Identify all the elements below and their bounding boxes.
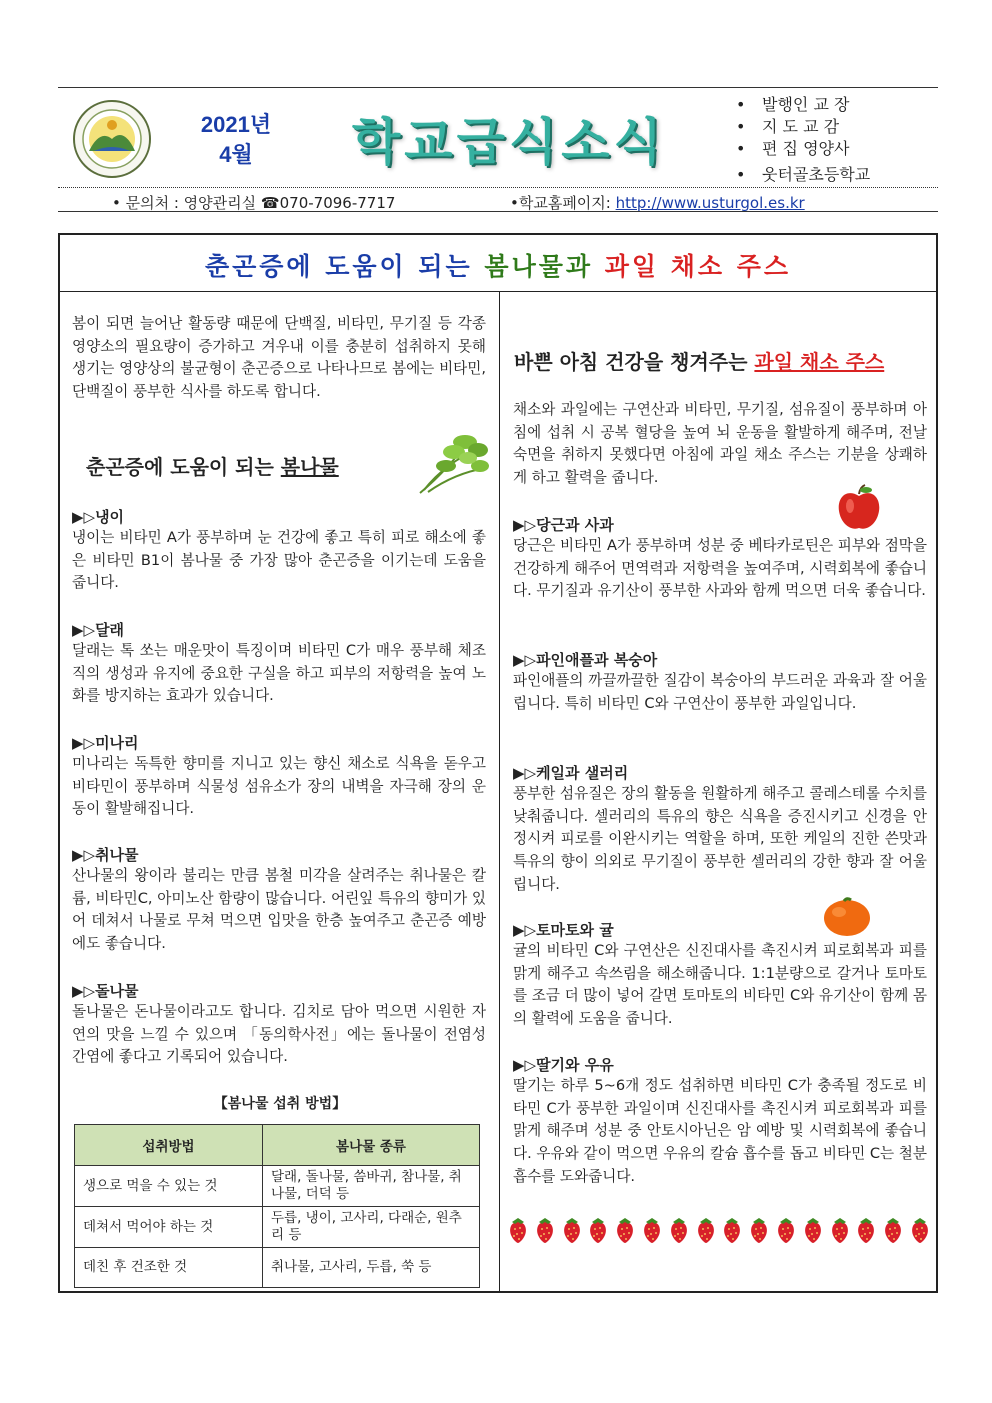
table-cell: 데쳐서 먹어야 하는 것	[75, 1207, 263, 1248]
item-heading: ▶▷달래	[72, 621, 125, 639]
apple-illustration	[836, 484, 882, 532]
item-heading: ▶▷딸기와 우유	[513, 1056, 614, 1074]
item-text: 귤의 비타민 C와 구연산은 신진대사를 촉진시켜 피로회복과 피를 맑게 해주고 속쓰림을 해소해줍니다. 1:1분량으로 갈거나 토마토를 조금 더 많이 넣어 갈면 토마토의 비타민 C와 유기산이 함께 몸의 활력에 도움을 줍니다.	[513, 942, 927, 1028]
item-text: 산나물의 왕이라 불리는 만큼 봄철 미각을 살려주는 취나물은 칼륨, 비타민C, 아미노산 함량이 많습니다. 어린잎 특유의 향미가 있어 데쳐서 나물로 무쳐 먹으면 입맛을 한층 높여주고 춘곤증 예방에도 좋습니다.	[72, 867, 486, 953]
item-text: 미나리는 독특한 향미를 지니고 있는 향신 채소로 식욕을 돋우고 비타민이 풍부하며 식물성 섬유소가 장의 내벽을 자극해 장의 운동이 활발해집니다.	[72, 755, 486, 818]
main-title: 춘곤증에 도움이 되는 봄나물과 과일 채소 주스	[204, 252, 792, 281]
strawberry-icon	[910, 1216, 930, 1244]
strawberry-icon	[669, 1216, 689, 1244]
greens-illustration	[410, 428, 490, 498]
strawberry-icon	[830, 1216, 850, 1244]
item-heading: ▶▷돌나물	[72, 982, 139, 1000]
item-text: 돌나물은 돈나물이라고도 합니다. 김치로 담아 먹으면 시원한 자연의 맛을 느낄 수 있으며 「동의학사전」에는 돌나물이 전염성 간염에 좋다고 기록되어 있습니다.	[72, 1003, 486, 1066]
item-text: 달래는 톡 쏘는 매운맛이 특징이며 비타민 C가 매우 풍부해 체조직의 생성과 유지에 중요한 구실을 하고 피부의 저항력을 높여 노화를 방지하는 효과가 있습니다.	[72, 642, 486, 705]
publisher-line: • 발행인 교 장	[736, 95, 850, 114]
item-heading: ▶▷냉이	[72, 508, 125, 526]
item-heading: ▶▷케일과 샐러리	[513, 764, 629, 782]
school-name: • 웃터골초등학교	[736, 165, 871, 184]
strawberry-icon	[722, 1216, 742, 1244]
left-section-title: 춘곤증에 도움이 되는 봄나물	[86, 455, 339, 479]
strawberry-icon	[776, 1216, 796, 1244]
right-section-title: 바쁜 아침 건강을 챙겨주는 과일 채소 주스	[514, 350, 885, 374]
main-title-bar	[60, 235, 936, 292]
item-heading: ▶▷미나리	[72, 734, 139, 752]
strawberry-border	[508, 1216, 933, 1246]
spring-greens-table	[74, 1124, 480, 1288]
tangerine-illustration	[822, 895, 872, 937]
strawberry-icon	[562, 1216, 582, 1244]
table-cell: 두릅, 냉이, 고사리, 다래순, 원추리 등	[263, 1207, 480, 1248]
strawberry-icon	[696, 1216, 716, 1244]
homepage-link[interactable]: http://www.usturgol.es.kr	[615, 194, 805, 212]
issue-month: 4월	[219, 142, 253, 167]
table-caption: 【봄나물 섭취 방법】	[213, 1096, 347, 1112]
issue-year: 2021년	[200, 112, 272, 137]
right-intro: 채소와 과일에는 구연산과 비타민, 무기질, 섬유질이 풍부하며 아침에 섭취 시 공복 혈당을 높여 뇌 운동을 활발하게 해주며, 전날 숙면을 취하지 못했다면 아침에 과일 채소 주스는 기분을 상쾌하게 하고 활력을 줍니다.	[513, 401, 927, 487]
strawberry-icon	[535, 1216, 555, 1244]
table-header-types: 봄나물 종류	[263, 1125, 480, 1166]
strawberry-icon	[615, 1216, 635, 1244]
strawberry-icon	[803, 1216, 823, 1244]
item-text: 풍부한 섬유질은 장의 활동을 원활하게 해주고 콜레스테롤 수치를 낮춰줍니다. 셀러리의 특유의 향은 식욕을 증진시키고 신경을 안정시켜 피로를 이완시키는 역할을 하며, 또한 케일의 진한 쓴맛과 특유의 향이 의외로 무기질이 풍부한 셀러리의 강한 향과 잘 어울립니다.	[513, 785, 927, 893]
header-dotted-rule	[58, 187, 938, 188]
editor-line: • 편 집 영양사	[736, 139, 850, 158]
item-heading: ▶▷파인애플과 복숭아	[513, 651, 658, 669]
item-text: 당근은 비타민 A가 풍부하며 성분 중 베타카로틴은 피부와 점막을 건강하게 해주어 면역력과 저항력을 높여주며, 시력회복에 좋습니다. 무기질과 유기산이 풍부한 사과와 함께 먹으면 더욱 좋습니다.	[513, 537, 927, 600]
item-heading: ▶▷토마토와 귤	[513, 921, 614, 939]
strawberry-icon	[588, 1216, 608, 1244]
strawberry-icon	[856, 1216, 876, 1244]
supervisor-line: • 지 도 교 감	[736, 117, 840, 136]
table-cell: 취나물, 고사리, 두릅, 쑥 등	[263, 1248, 480, 1288]
item-text: 냉이는 비타민 A가 풍부하며 눈 건강에 좋고 특히 피로 해소에 좋은 비타민 B1이 봄나물 중 가장 많아 춘곤증을 이기는데 도움을 줍니다.	[72, 529, 486, 592]
header-top-rule	[58, 87, 938, 88]
item-heading: ▶▷당근과 사과	[513, 516, 614, 534]
table-row	[75, 1248, 480, 1288]
table-cell: 달래, 돌나물, 씀바귀, 참나물, 취나물, 더덕 등	[263, 1166, 480, 1207]
newsletter-title: 학교급식소식	[352, 113, 666, 171]
column-divider	[499, 292, 500, 1292]
strawberry-icon	[642, 1216, 662, 1244]
strawberry-icon	[749, 1216, 769, 1244]
left-intro: 봄이 되면 늘어난 활동량 때문에 단백질, 비타민, 무기질 등 각종 영양소의 필요량이 증가하고 겨우내 이를 충분히 섭취하지 못해 생기는 영양상의 불균형이 춘곤증으로 나타나므로 봄에는 비타민, 단백질이 풍부한 식사를 하도록 합니다.	[72, 315, 486, 401]
strawberry-icon	[883, 1216, 903, 1244]
table-row	[75, 1166, 480, 1207]
table-header-method: 섭취방법	[75, 1125, 263, 1166]
table-row	[75, 1207, 480, 1248]
table-cell: 생으로 먹을 수 있는 것	[75, 1166, 263, 1207]
phone-number: ☎070-7096-7717	[260, 194, 396, 212]
homepage-info: •학교홈페이지: http://www.usturgol.es.kr	[510, 194, 805, 212]
table-cell: 데친 후 건조한 것	[75, 1248, 263, 1288]
item-text: 파인애플의 까끌까끌한 질감이 복숭아의 부드러운 과육과 잘 어울립니다. 특히 비타민 C와 구연산이 풍부한 과일입니다.	[513, 672, 927, 712]
contact-info: • 문의처 : 영양관리실 ☎070-7096-7717	[112, 194, 396, 212]
strawberry-icon	[508, 1216, 528, 1244]
item-text: 딸기는 하루 5~6개 정도 섭취하면 비타민 C가 충족될 정도로 비타민 C가 풍부한 과일이며 신진대사를 촉진시켜 피로회복과 피를 맑게 해주며 성분 중 안토시아닌은 암 예방 및 시력회복에 좋습니다. 우유와 같이 먹으면 우유의 칼슘 흡수를 돕고 비타민 C는 철분 흡수를 도와줍니다.	[513, 1077, 927, 1185]
item-heading: ▶▷취나물	[72, 846, 139, 864]
school-emblem-logo	[72, 99, 152, 179]
